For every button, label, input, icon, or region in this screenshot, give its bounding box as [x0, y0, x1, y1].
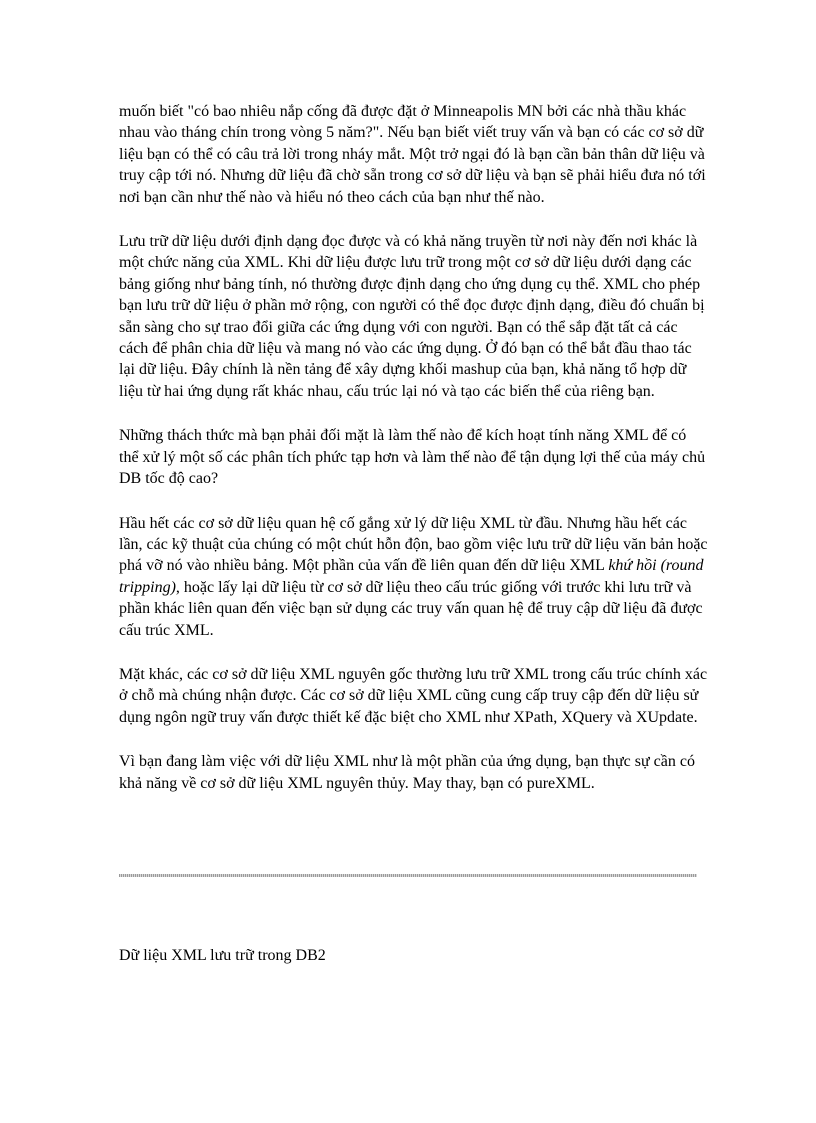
paragraph-3: Những thách thức mà bạn phải đối mặt là làm thế nào để kích hoạt tính năng XML để có thể xử lý một số các phân tích phức tạp hơn và làm thế nào để tận dụng lợi thế của máy chủ DB tốc độ cao?: [119, 427, 706, 488]
paragraph-5: Mặt khác, các cơ sở dữ liệu XML nguyên gốc thường lưu trữ XML trong cấu trúc chính xác ở chỗ mà chúng nhận được. Các cơ sở dữ liệu XML cũng cung cấp truy cập đến dữ liệu sử dụng ngôn ngữ truy vấn được thiết kế đặc biệt cho XML như XPath, XQuery và XUpdate.: [119, 665, 708, 726]
paragraph-2: Lưu trữ dữ liệu dưới định dạng đọc được và có khả năng truyền từ nơi này đến nơi khác là một chức năng của XML. Khi dữ liệu được lưu trữ trong một cơ sở dữ liệu dưới dạng các bảng giống như bảng tính, nó thường được định dạng cho ứng dụng cụ thể. XML cho phép bạn lưu trữ dữ liệu ở phần mở rộng, con người có thể đọc được định dạng, điều đó chuẩn bị sẵn sàng cho sự trao đổi giữa các ứng dụng với con người. Bạn có thể sắp đặt tất cả các cách để phân chia dữ liệu và mang nó vào các ứng dụng. Ở đó bạn có thể bắt đầu thao tác lại dữ liệu. Đây chính là nền tảng để xây dựng khối mashup của bạn, khả năng tổ hợp dữ liệu từ hai ứng dụng rất khác nhau, cấu trúc lại nó và tạo các biến thể của riêng bạn.: [119, 233, 705, 400]
document-body: [119, 101, 709, 817]
section-heading: Dữ liệu XML lưu trữ trong DB2: [119, 947, 326, 964]
paragraph-4-text-before: Hầu hết các cơ sở dữ liệu quan hệ cố gắng xử lý dữ liệu XML từ đầu. Nhưng hầu hết các lần, các kỹ thuật của chúng có một chút hỗn độn, bao gồm việc lưu trữ dữ liệu văn bản hoặc phá vỡ nó vào nhiều bảng. Một phần của vấn đề liên quan đến dữ liệu XML: [119, 514, 708, 575]
paragraph-6: Vì bạn đang làm việc với dữ liệu XML như là một phần của ứng dụng, bạn thực sự cần có khả năng về cơ sở dữ liệu XML nguyên thủy. May thay, bạn có pureXML.: [119, 753, 695, 792]
paragraph-1: muốn biết "có bao nhiêu nắp cống đã được đặt ở Minneapolis MN bởi các nhà thầu khác nhau vào tháng chín trong vòng 5 năm?". Nếu bạn biết viết truy vấn và bạn có các cơ sở dữ liệu bạn có thể có câu trả lời trong nháy mắt. Một trở ngại đó là bạn cần bản thân dữ liệu và truy cập tới nó. Nhưng dữ liệu đã chờ sẵn trong cơ sở dữ liệu và bạn sẽ phải hiểu đưa nó tới nơi bạn cần như thế nào và hiểu nó theo cách của bạn như thế nào.: [119, 103, 706, 206]
paragraph-4-text-after: , hoặc lấy lại dữ liệu từ cơ sở dữ liệu theo cấu trúc giống với trước khi lưu trữ và phần khác liên quan đến việc bạn sử dụng các truy vấn quan hệ để truy cập dữ liệu đã được cấu trúc XML.: [119, 578, 703, 639]
paragraph-4: [119, 513, 709, 641]
horizontal-divider: [119, 874, 697, 877]
paragraph-4-italic-term: khứ hồi (round tripping): [119, 557, 704, 596]
